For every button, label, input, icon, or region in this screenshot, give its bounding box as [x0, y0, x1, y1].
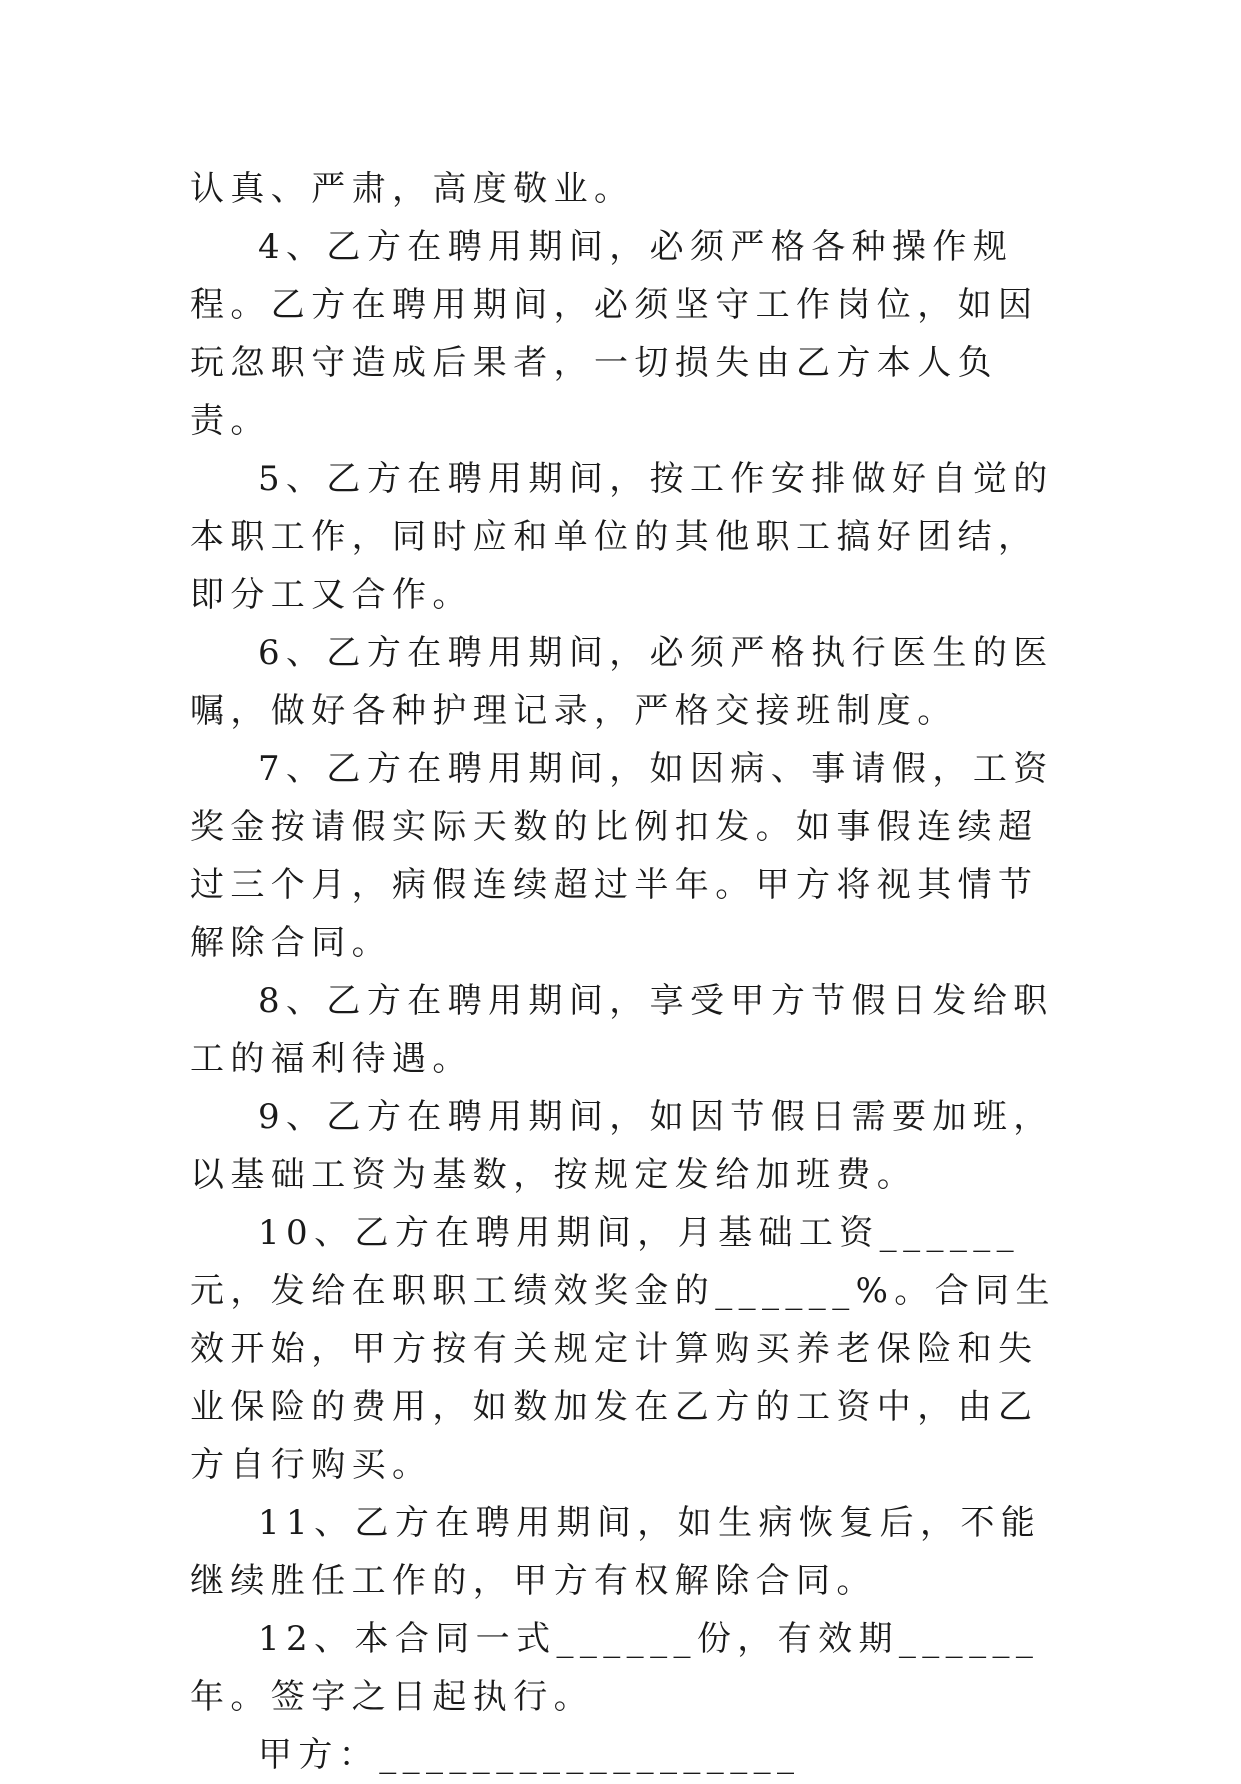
clause-8: 8、乙方在聘用期间，享受甲方节假日发给职工的福利待遇。	[190, 981, 1054, 1079]
clause-4: 4、乙方在聘用期间，必须严格各种操作规程。乙方在聘用期间，必须坚守工作岗位，如因玩忽职守造成后果者，一切损失由乙方本人负责。	[190, 227, 1039, 441]
paragraph-continuation: 认真、严肃，高度敬业。	[190, 169, 635, 209]
document-body	[190, 160, 1070, 1784]
clause-7: 7、乙方在聘用期间，如因病、事请假，工资奖金按请假实际天数的比例扣发。如事假连续超过三个月，病假连续超过半年。甲方将视其情节解除合同。	[190, 749, 1054, 963]
clause-5: 5、乙方在聘用期间，按工作安排做好自觉的本职工作，同时应和单位的其他职工搞好团结，即分工又合作。	[190, 459, 1054, 615]
clause-10: 10、乙方在聘用期间，月基础工资______元，发给在职职工绩效奖金的______%。合同生效开始，甲方按有关规定计算购买养老保险和失业保险的费用，如数加发在乙方的工资中，由乙方自行购买。	[190, 1213, 1056, 1485]
signature-party-a	[190, 1726, 1070, 1784]
clause-6: 6、乙方在聘用期间，必须严格执行医生的医嘱，做好各种护理记录，严格交接班制度。	[190, 633, 1054, 731]
clause-11: 11、乙方在聘用期间，如生病恢复后，不能继续胜任工作的，甲方有权解除合同。	[190, 1503, 1042, 1601]
signature-blank: __________________	[379, 1735, 801, 1775]
signature-label: 甲方：	[258, 1735, 380, 1775]
clause-9: 9、乙方在聘用期间，如因节假日需要加班，以基础工资为基数，按规定发给加班费。	[190, 1097, 1054, 1195]
clause-12: 12、本合同一式______份，有效期______年。签字之日起执行。	[190, 1619, 1040, 1717]
